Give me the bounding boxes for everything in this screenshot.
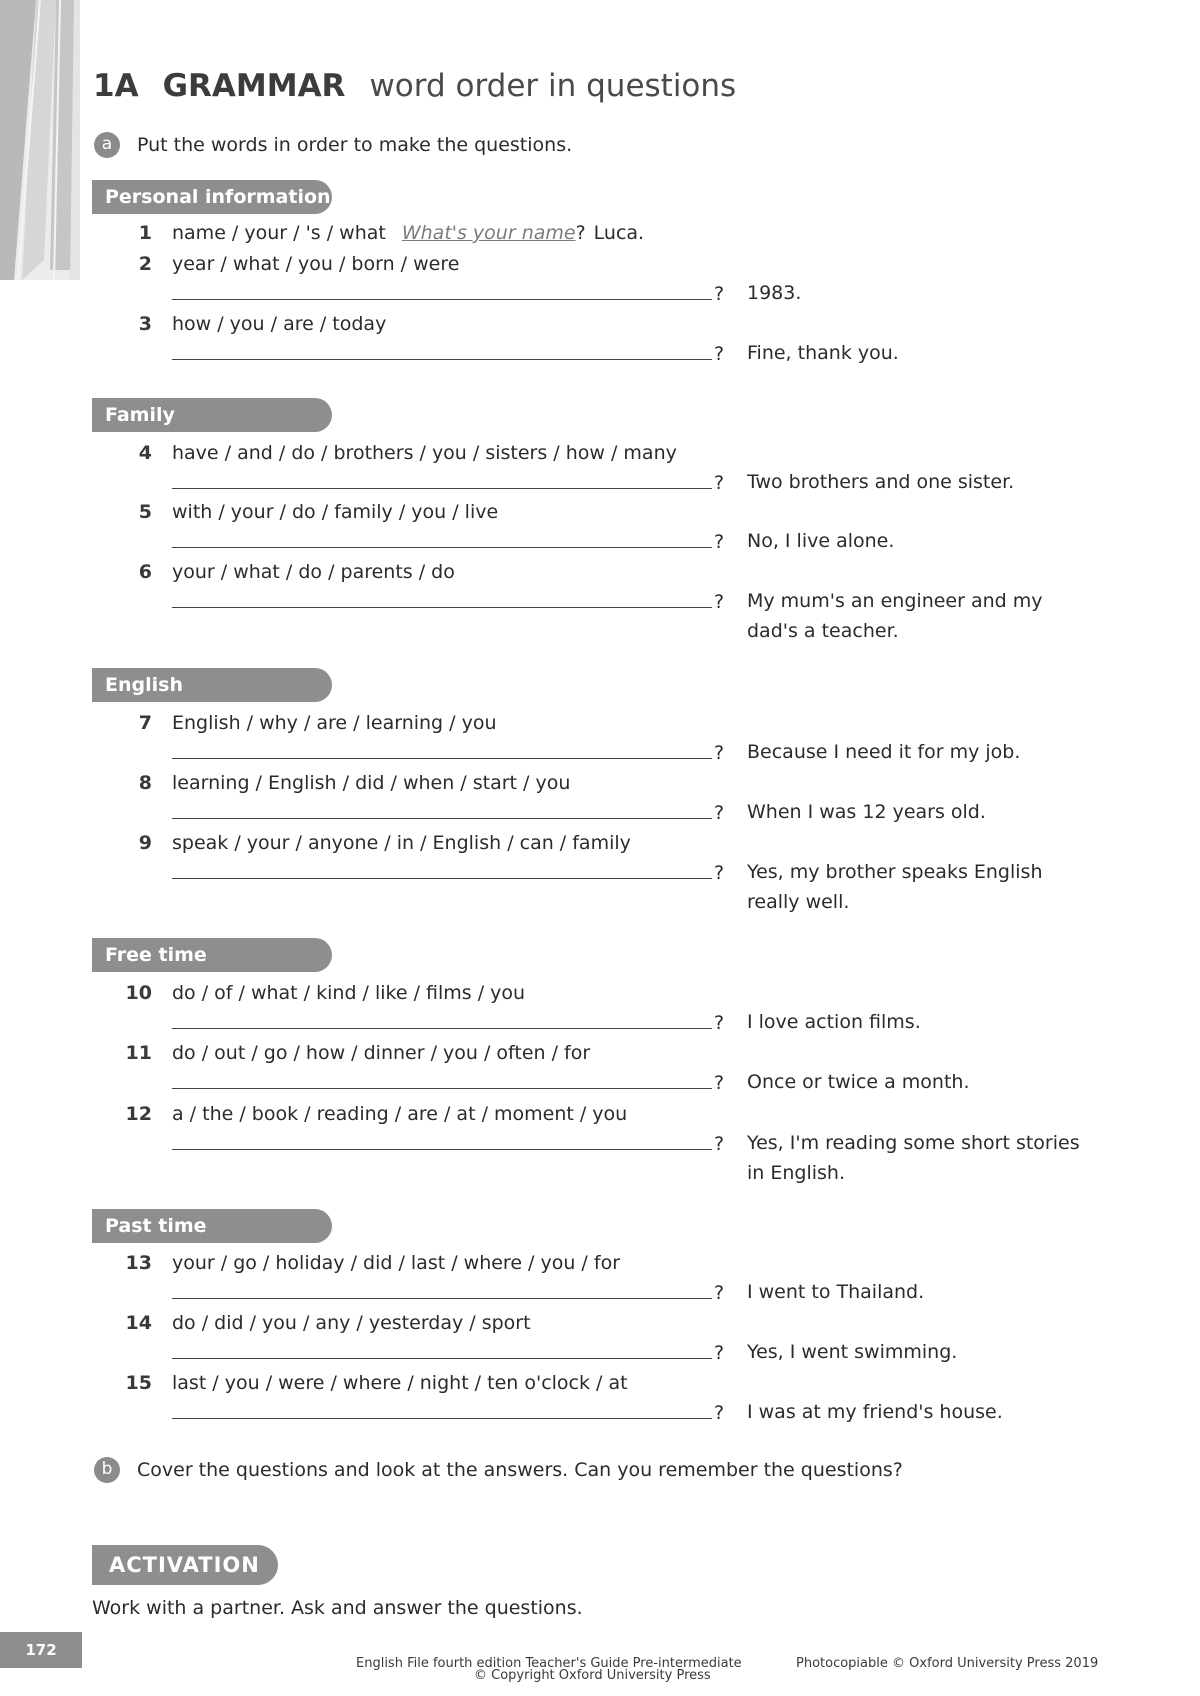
question-answer: Yes, I went swimming. <box>747 1341 958 1363</box>
answer-line <box>172 607 712 608</box>
question-mark: ? <box>714 1133 725 1155</box>
question-words: learning / English / did / when / start / you <box>172 772 571 794</box>
answer-line <box>172 1028 712 1029</box>
question-mark: ? <box>714 1282 725 1304</box>
answer-line <box>172 359 712 360</box>
question-words: do / did / you / any / yesterday / sport <box>172 1312 531 1334</box>
answer-line <box>172 818 712 819</box>
exercise-b-instruction: Cover the questions and look at the answers. Can you remember the questions? <box>137 1459 903 1481</box>
question-number: 6 <box>138 561 152 583</box>
question-answer: I went to Thailand. <box>747 1281 925 1303</box>
question-answer: Yes, I'm reading some short stories in English. <box>747 1132 1080 1184</box>
question-words: do / of / what / kind / like / films / you <box>172 982 526 1004</box>
question-mark: ? <box>714 531 725 553</box>
question-mark: ? <box>714 742 725 764</box>
question-answer: My mum's an engineer and my dad's a teacher. <box>747 590 1043 642</box>
question-number: 12 <box>125 1103 152 1125</box>
answer-line <box>172 1149 712 1150</box>
question-number: 2 <box>138 253 152 275</box>
question-words: year / what / you / born / were <box>172 253 460 275</box>
section-banner: English <box>92 668 332 702</box>
question-words: last / you / were / where / night / ten o'clock / at <box>172 1372 628 1394</box>
question-words: your / what / do / parents / do <box>172 561 455 583</box>
section-banner: Past time <box>92 1209 332 1243</box>
section-banner: Family <box>92 398 332 432</box>
footer-copyright-overlay: © Copyright Oxford University Press <box>474 1668 711 1683</box>
question-words: have / and / do / brothers / you / sisters / how / many <box>172 442 677 464</box>
answer-line <box>172 488 712 489</box>
question-number: 3 <box>138 313 152 335</box>
question-words <box>172 222 644 244</box>
answer-line <box>172 758 712 759</box>
question-answer: Fine, thank you. <box>747 342 899 364</box>
question-answer: I was at my friend's house. <box>747 1401 1003 1423</box>
question-mark: ? <box>714 1072 725 1094</box>
lesson-code: 1A <box>93 68 139 104</box>
question-mark: ? <box>575 222 586 244</box>
section-banner: Free time <box>92 938 332 972</box>
exercise-a-badge: a <box>94 132 120 158</box>
question-number: 8 <box>138 772 152 794</box>
corner-decoration <box>0 0 80 280</box>
answer-line <box>172 1298 712 1299</box>
question-answer: Yes, my brother speaks English really well. <box>747 861 1043 913</box>
question-mark: ? <box>714 591 725 613</box>
answer-line <box>172 1358 712 1359</box>
question-answer: 1983. <box>747 282 802 304</box>
question-number: 7 <box>138 712 152 734</box>
question-number: 1 <box>138 222 152 244</box>
answer-line <box>172 299 712 300</box>
question-words: how / you / are / today <box>172 313 387 335</box>
question-words: do / out / go / how / dinner / you / often / for <box>172 1042 591 1064</box>
question-number: 9 <box>138 832 152 854</box>
answer-line <box>172 1088 712 1089</box>
question-words-text: name / your / 's / what <box>172 222 386 244</box>
lesson-section: GRAMMAR <box>162 68 346 104</box>
question-words: a / the / book / reading / are / at / moment / you <box>172 1103 628 1125</box>
activation-text: Work with a partner. Ask and answer the questions. <box>92 1597 583 1619</box>
question-mark: ? <box>714 1402 725 1424</box>
question-mark: ? <box>714 343 725 365</box>
question-answer: I love action films. <box>747 1011 921 1033</box>
question-words: speak / your / anyone / in / English / can / family <box>172 832 631 854</box>
example-answer: What's your name <box>401 222 576 244</box>
question-words: English / why / are / learning / you <box>172 712 497 734</box>
question-mark: ? <box>714 802 725 824</box>
question-number: 4 <box>138 442 152 464</box>
question-answer: Because I need it for my job. <box>747 741 1021 763</box>
page-number: 172 <box>0 1632 82 1668</box>
page-title <box>93 68 736 104</box>
question-number: 10 <box>125 982 152 1004</box>
question-mark: ? <box>714 862 725 884</box>
exercise-a-instruction: Put the words in order to make the questions. <box>137 134 573 156</box>
activation-banner: ACTIVATION <box>92 1545 278 1585</box>
question-mark: ? <box>714 283 725 305</box>
answer-line <box>172 1418 712 1419</box>
question-number: 5 <box>138 501 152 523</box>
question-number: 14 <box>125 1312 152 1334</box>
question-words: your / go / holiday / did / last / where / you / for <box>172 1252 621 1274</box>
question-number: 13 <box>125 1252 152 1274</box>
lesson-topic: word order in questions <box>369 68 737 104</box>
section-banner: Personal information <box>92 180 332 214</box>
footer-book-title: English File fourth edition Teacher's Guide Pre-intermediate <box>356 1656 742 1671</box>
question-answer: Luca. <box>593 222 645 244</box>
question-number: 15 <box>125 1372 152 1394</box>
answer-line <box>172 878 712 879</box>
question-mark: ? <box>714 1342 725 1364</box>
question-mark: ? <box>714 472 725 494</box>
question-answer: No, I live alone. <box>747 530 895 552</box>
exercise-b-badge: b <box>94 1457 120 1483</box>
answer-line <box>172 547 712 548</box>
footer-copyright: Photocopiable © Oxford University Press 2019 <box>796 1656 1099 1671</box>
question-answer: Once or twice a month. <box>747 1071 970 1093</box>
question-number: 11 <box>125 1042 152 1064</box>
question-mark: ? <box>714 1012 725 1034</box>
question-answer: Two brothers and one sister. <box>747 471 1015 493</box>
question-words: with / your / do / family / you / live <box>172 501 499 523</box>
question-answer: When I was 12 years old. <box>747 801 986 823</box>
